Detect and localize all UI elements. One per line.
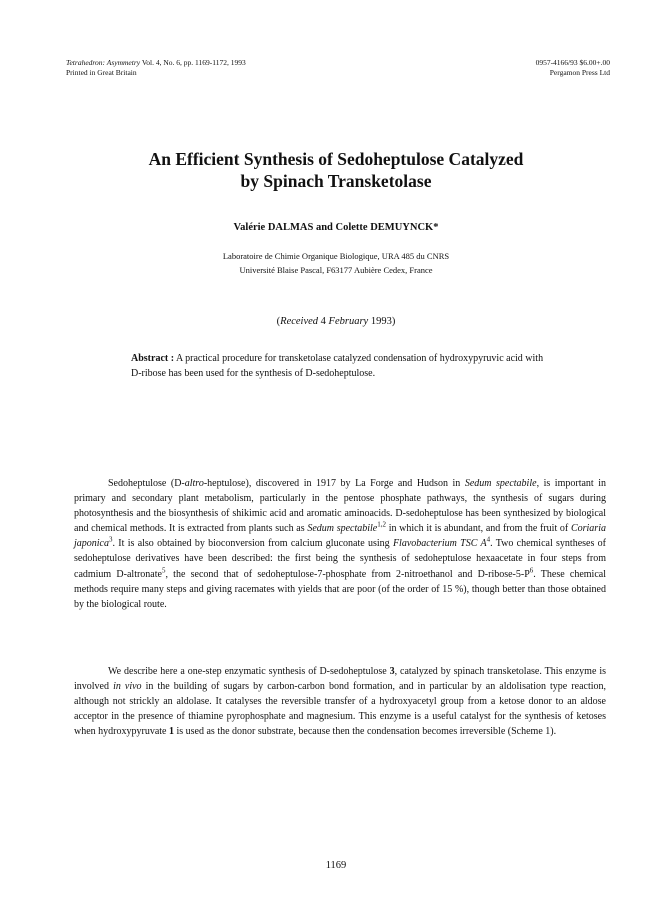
- reference-superscript: 3: [109, 536, 113, 545]
- compound-number: 3: [389, 666, 395, 677]
- affiliation-line-1: Laboratoire de Chimie Organique Biologique, URA 485 du CNRS: [222, 251, 450, 261]
- paragraph-1: [74, 476, 606, 612]
- p2-text: We describe here a one-step enzymatic synthesis of D-sedoheptulose: [108, 666, 390, 677]
- p2-text: in the building of sugars by carbon-carbon bond formation, and in particular by an aldolisation type reaction, although not strickly an aldolase. It catalyses the reversible transfer of a hydroxyacetyl group from a ketose donor to an aldose acceptor in the presence of thiamine pyrophosphate and magnesium. This enzyme is a useful catalyst for the synthesis of ketoses when hydroxypyruvate: [74, 681, 607, 738]
- printed-location: Printed in Great Britain: [66, 67, 137, 77]
- p1-italic: Sedum spectabile: [307, 523, 378, 535]
- journal-citation: Vol. 4, No. 6, pp. 1169-1172, 1993: [140, 58, 246, 67]
- p1-text: , is important in primary and secondary plant metabolism, particularly in the pentose phosphate pathways, the synthesis of sugars during photosynthesis and the biosynthesis of shikimic acid and aromatic aminoacids. D-sedoheptulose has been synthesized by biological and chemical methods. It is extracted from plants such as: [74, 478, 607, 535]
- abstract-text: A practical procedure for transketolase catalyzed condensation of hydroxypyruvic acid with D-ribose has been used for the synthesis of D-sedoheptulose.: [131, 353, 544, 379]
- publisher-name: Pergamon Press Ltd: [549, 67, 610, 77]
- reference-superscript: 6: [529, 566, 534, 575]
- title-line-2: by Spinach Transketolase: [240, 171, 432, 191]
- abstract-label: Abstract :: [131, 353, 175, 364]
- p1-italic: Sedum spectabile: [464, 478, 537, 489]
- journal-header: [66, 58, 246, 77]
- p1-italic: altro: [184, 478, 204, 489]
- p1-text: . Two chemical syntheses of sedoheptulose derivatives have been described: the first being the synthesis of sedoheptulose hexaacetate in four steps from cadmium D-altronate: [74, 538, 607, 580]
- p2-italic: in vivo: [113, 681, 142, 693]
- p2-text: , catalyzed by spinach transketolase. This enzyme is involved: [74, 666, 606, 693]
- abstract: [131, 351, 546, 381]
- p1-text: -heptulose), discovered in 1917 by La Forge and Hudson in: [203, 478, 465, 489]
- p1-italic: Coriaria japonica: [74, 523, 606, 550]
- title-line-1: An Efficient Synthesis of Sedoheptulose Catalyzed: [148, 149, 524, 169]
- received-open: (: [276, 316, 281, 327]
- p1-text: . It is also obtained by bioconversion from calcium gluconate using: [112, 538, 393, 550]
- reference-superscript: 1,2: [377, 520, 386, 529]
- reference-superscript: 4: [486, 536, 491, 545]
- affiliation: [0, 250, 672, 277]
- reference-superscript: 5: [161, 566, 166, 575]
- paper-title: [0, 148, 672, 192]
- p1-italic: Flavobacterium TSC A: [392, 538, 487, 550]
- p1-text: Sedoheptulose (D-: [108, 478, 185, 489]
- received-date: [0, 316, 672, 327]
- p1-text: . These chemical methods require many steps and giving racemates with yields that are poor (of the order of 15 %), though better than those obtained by the biological route.: [74, 568, 606, 610]
- journal-name: Tetrahedron: Asymmetry: [66, 58, 141, 67]
- received-month: February: [328, 316, 369, 327]
- paragraph-2: [74, 664, 606, 739]
- p1-text: in which it is abundant, and from the fruit of: [386, 523, 571, 535]
- compound-number: 1: [168, 726, 174, 738]
- issn-code: 0957-4166/93 $6.00+.00: [535, 58, 610, 67]
- received-day: 4: [318, 316, 329, 327]
- p1-text: , the second that of sedoheptulose-7-phosphate from 2-nitroethanol and D-ribose-5-P: [165, 568, 530, 580]
- publisher-header: [536, 58, 610, 77]
- received-label: Received: [280, 316, 319, 327]
- page-number: 1169: [325, 860, 347, 871]
- received-year: 1993): [368, 316, 396, 327]
- p2-text: is used as the donor substrate, because then the condensation becomes irreversible (Scheme 1).: [173, 726, 557, 738]
- authors: Valérie DALMAS and Colette DEMUYNCK*: [233, 222, 439, 233]
- affiliation-line-2: Université Blaise Pascal, F63177 Aubière Cedex, France: [239, 264, 433, 275]
